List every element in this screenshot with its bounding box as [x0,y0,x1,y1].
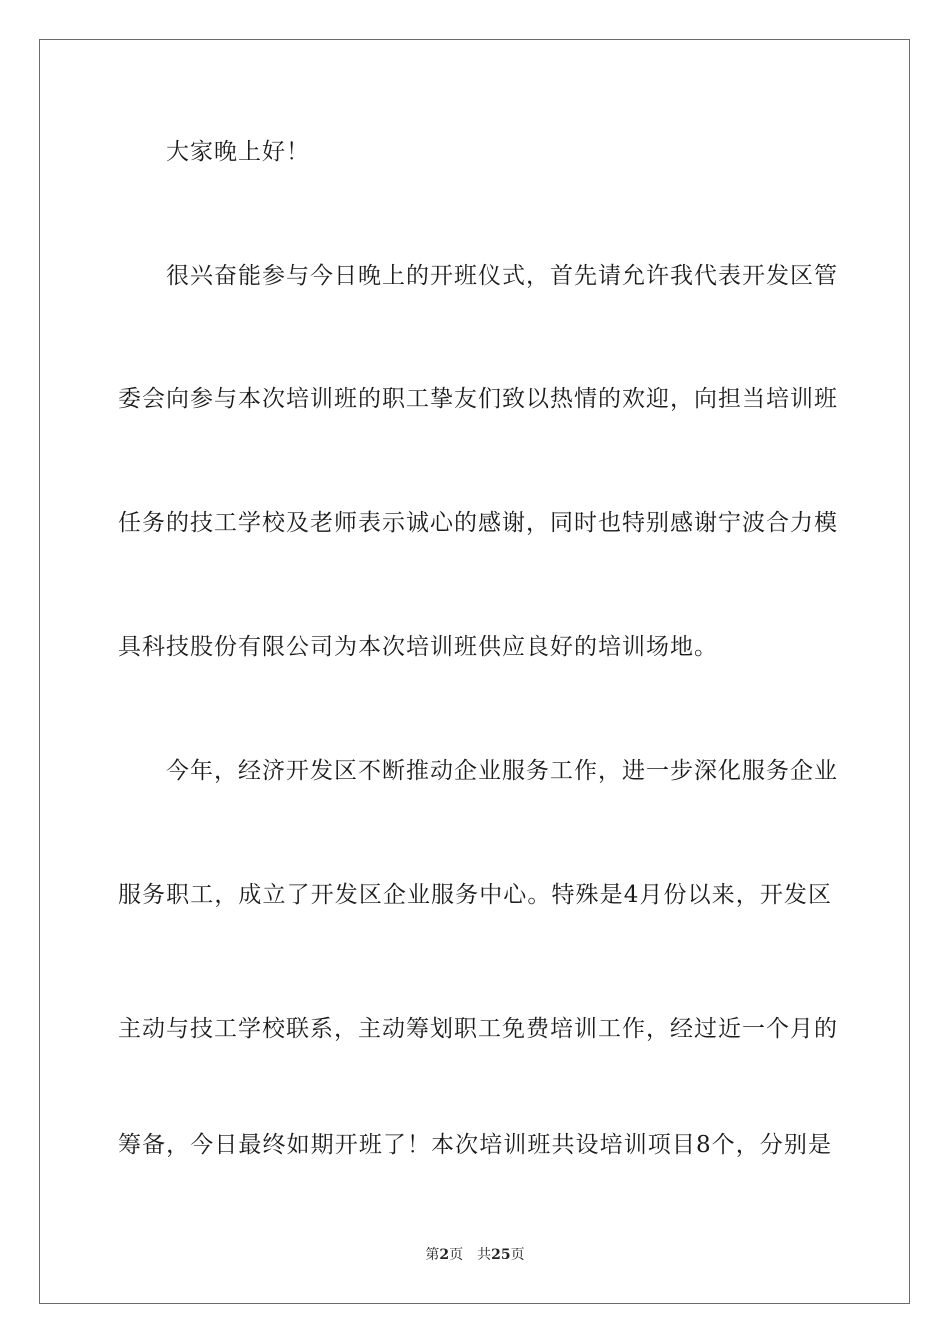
footer-page-number: 2 [439,1247,450,1263]
paragraph-2-line-3: 主动与技工学校联系，主动筹划职工免费培训工作，经过近一个月的 [118,1016,838,1042]
greeting-line: 大家晚上好！ [166,139,310,165]
page-footer [0,1246,950,1264]
paragraph-1-line-1: 很兴奋能参与今日晚上的开班仪式，首先请允许我代表开发区管 [166,263,838,289]
paragraph-2-line-1: 今年，经济开发区不断推动企业服务工作，进一步深化服务企业 [166,758,838,784]
paragraph-2-line-2: 服务职工，成立了开发区企业服务中心。特殊是4月份以来，开发区 [118,882,832,908]
footer-page-prefix: 第 [425,1247,440,1263]
footer-total-suffix: 页 [510,1247,525,1263]
paragraph-2-line-4: 筹备，今日最终如期开班了！本次培训班共设培训项目8个，分别是 [118,1132,832,1158]
footer-total-pages: 25 [491,1247,511,1263]
paragraph-1-line-3: 任务的技工学校及老师表示诚心的感谢，同时也特别感谢宁波合力模 [118,510,838,536]
paragraph-1-line-4: 具科技股份有限公司为本次培训班供应良好的培训场地。 [118,634,718,660]
footer-page-suffix: 页 [449,1247,464,1263]
footer-total-prefix: 共 [477,1247,492,1263]
page-border [39,39,910,1304]
paragraph-1-line-2: 委会向参与本次培训班的职工挚友们致以热情的欢迎，向担当培训班 [118,386,838,412]
